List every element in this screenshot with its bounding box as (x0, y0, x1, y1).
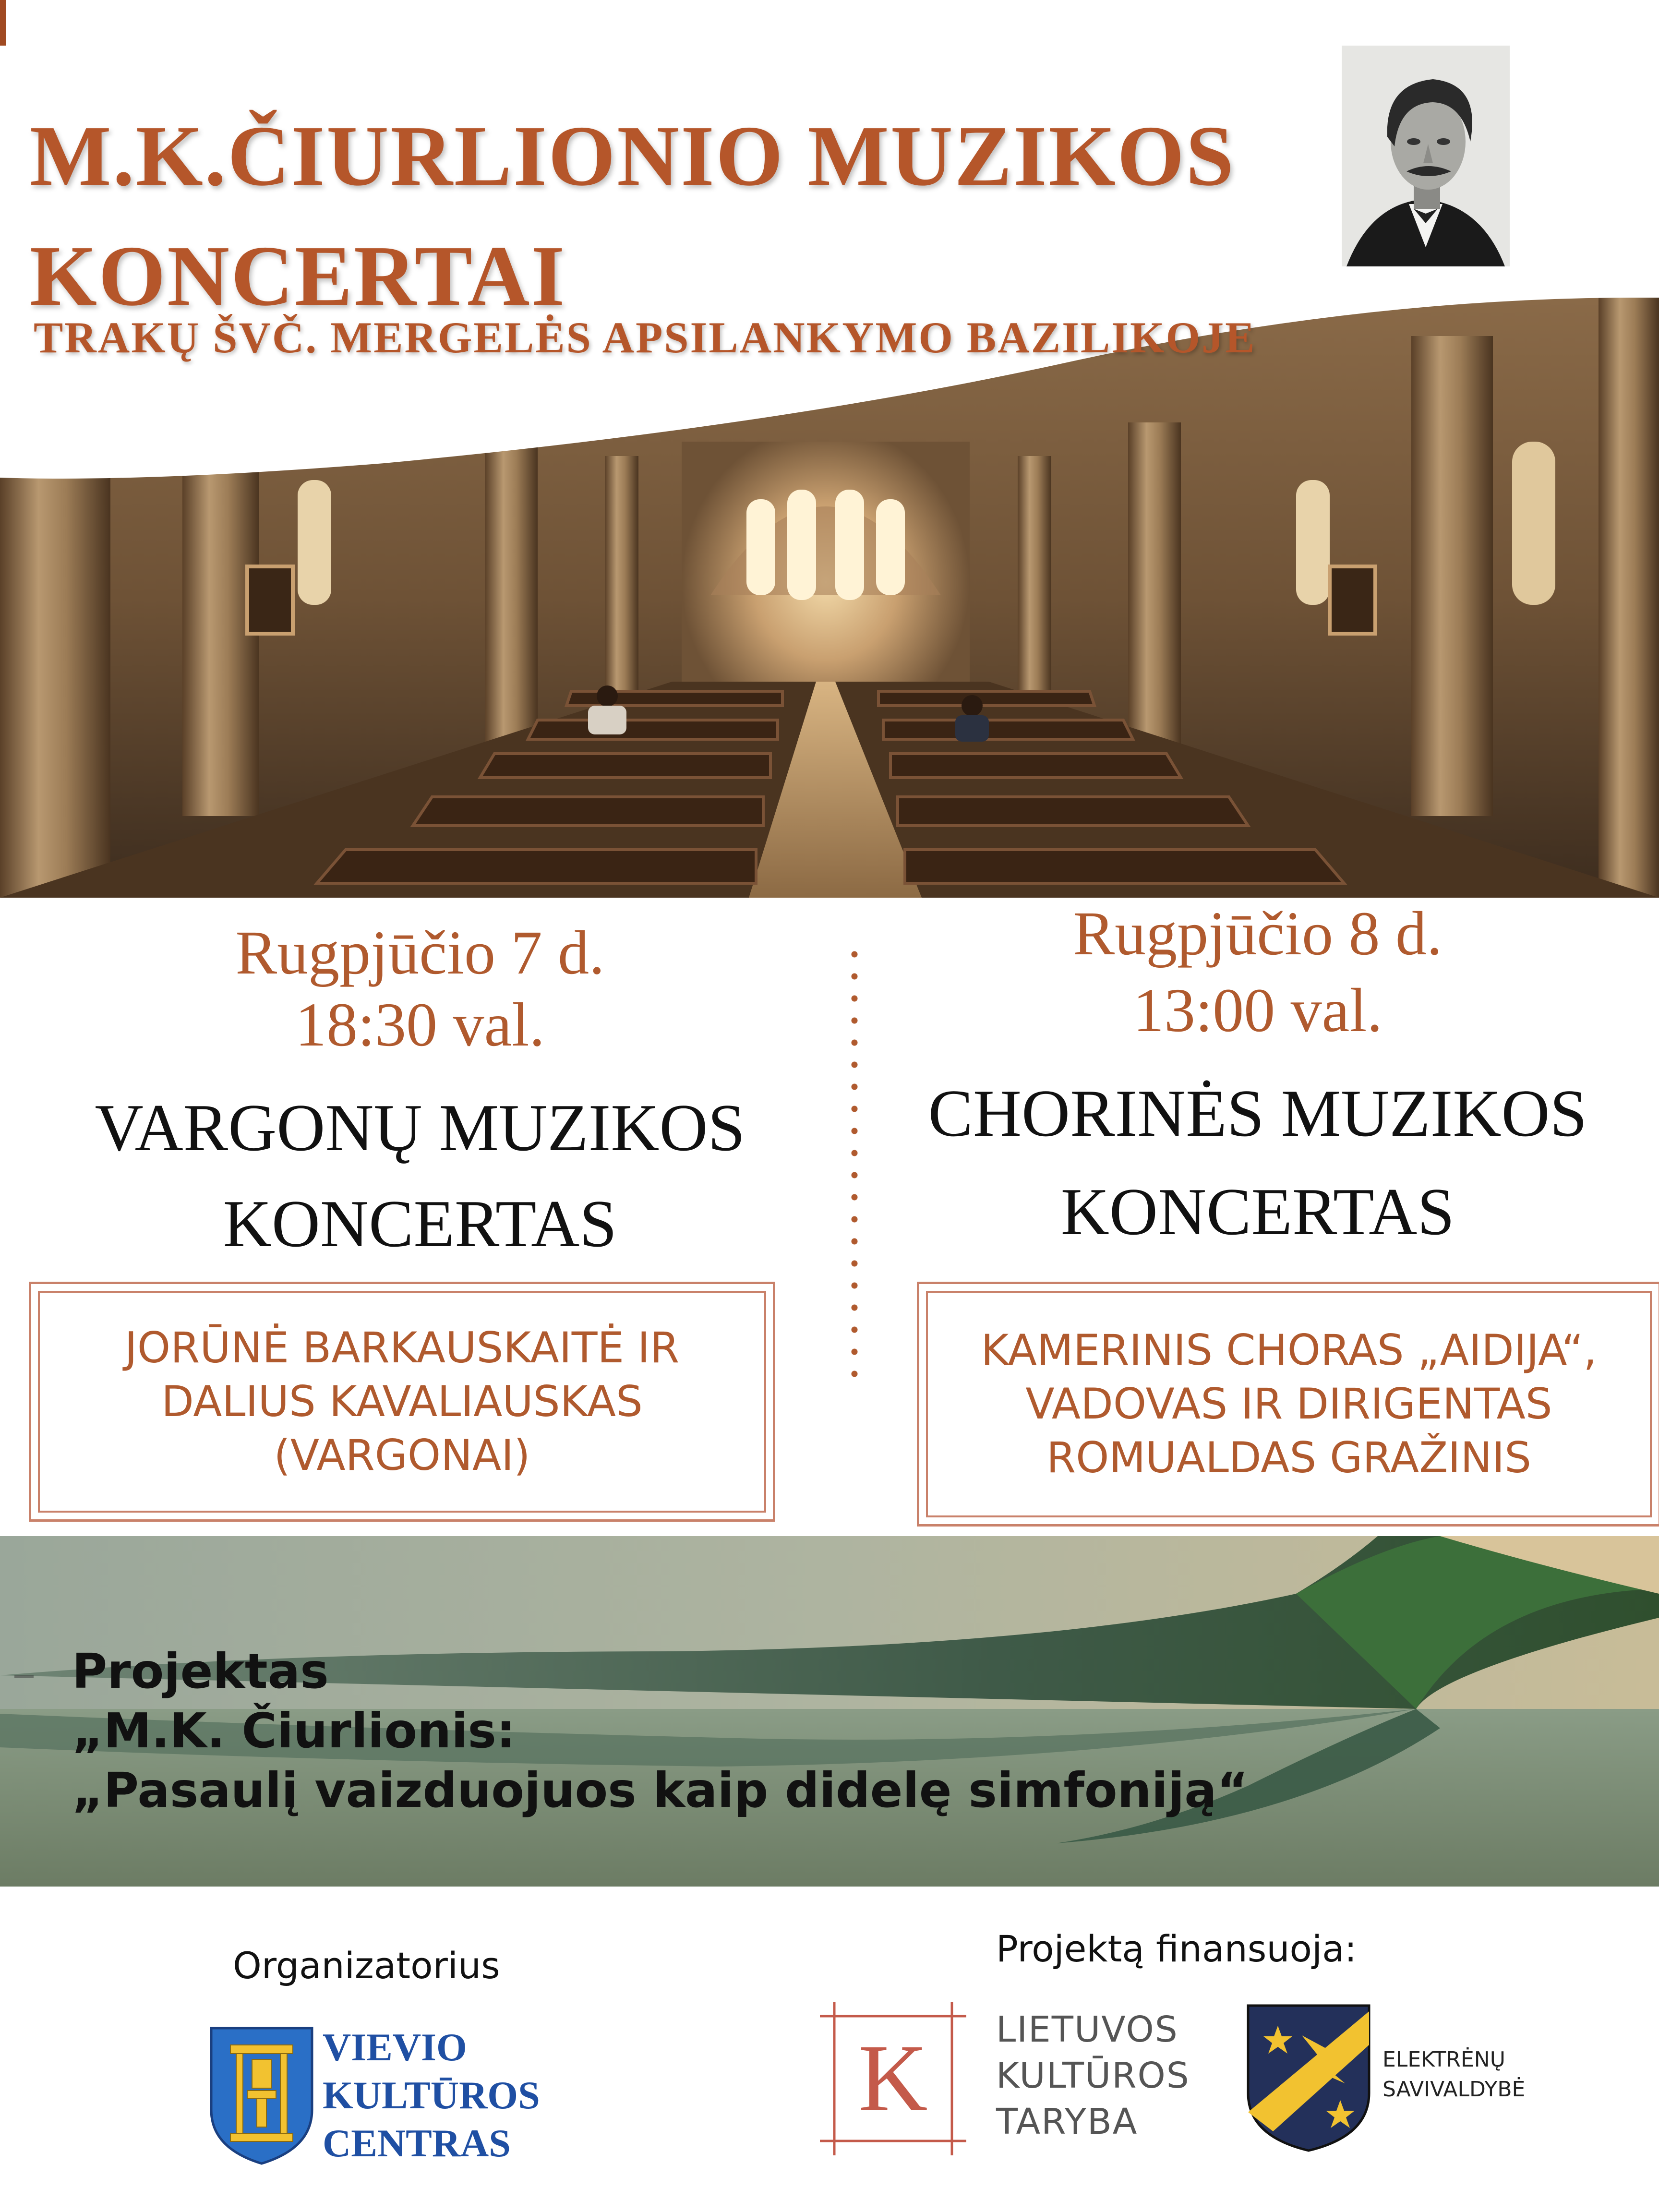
project-banner (0, 1536, 1659, 1887)
event-date: Rugpjūčio 8 d. (1073, 899, 1443, 968)
elektrenai-crest-icon (1244, 2002, 1373, 2154)
event-time: 13:00 val. (1133, 976, 1382, 1045)
funder-1-name-line-3: TARYBA (996, 2101, 1138, 2142)
performers-text: KAMERINIS CHORAS „AIDIJA“, VADOVAS IR DIRIGENTAS ROMUALDAS GRAŽINIS (981, 1325, 1597, 1482)
concert-title-line-1: CHORINĖS MUZIKOS (928, 1076, 1587, 1151)
organizer-name-line-2: KULTŪROS (323, 2073, 540, 2117)
event-organ (0, 898, 840, 1536)
concert-title-line-1: VARGONŲ MUZIKOS (95, 1091, 745, 1165)
performers-box (917, 1282, 1659, 1527)
lkt-logo-icon (820, 2002, 966, 2155)
project-line-1: Projektas (72, 1643, 329, 1699)
event-choir (838, 898, 1659, 1536)
header (0, 0, 1659, 480)
organizer-label: Organizatorius (233, 1944, 500, 1987)
portrait-illustration (1342, 46, 1510, 266)
lkt-monogram: K (858, 2025, 928, 2131)
funder-2-name (1382, 2045, 1525, 2104)
organizer-name-line-3: CENTRAS (323, 2121, 511, 2165)
organizer-name-line-1: VIEVIO (323, 2025, 467, 2069)
project-line-3: „Pasaulį vaizduojuos kaip didelę simfoniją“ (72, 1762, 1249, 1818)
events-section (0, 898, 1659, 1536)
funder-1-name-line-1: LIETUVOS (996, 2009, 1178, 2050)
funder-2-name-line-2: SAVIVALDYBĖ (1382, 2077, 1526, 2102)
funder-label: Projektą finansuoja: (996, 1927, 1357, 1970)
project-title (72, 1642, 1249, 1820)
performers-box (29, 1282, 775, 1522)
funder-2-name-line-1: ELEKTRĖNŲ (1382, 2047, 1505, 2072)
organizer-name (323, 2023, 540, 2167)
performers-text: JORŪNĖ BARKAUSKAITĖ IR DALIUS KAVALIAUSKAS (VARGONAI) (124, 1323, 680, 1480)
project-line-2: „M.K. Čiurlionis: (72, 1703, 516, 1759)
funder-1-name-line-2: KULTŪROS (996, 2055, 1190, 2096)
venue-subtitle: TRAKŲ ŠVČ. MERGELĖS APSILANKYMO BAZILIKOJE (34, 313, 1256, 362)
event-date: Rugpjūčio 7 d. (235, 918, 605, 987)
event-time: 18:30 val. (295, 990, 545, 1059)
footer (0, 1887, 1659, 2212)
vievio-crest-icon (206, 2023, 317, 2167)
concert-title-line-2: KONCERTAS (1060, 1175, 1455, 1249)
title-line-2: KONCERTAI (30, 228, 566, 324)
title-line-1: M.K.ČIURLIONIO MUZIKOS (30, 108, 1236, 204)
main-title (30, 96, 1278, 336)
composer-portrait (1342, 46, 1510, 266)
concert-title-line-2: KONCERTAS (223, 1187, 617, 1261)
funder-1-name (996, 2007, 1190, 2145)
